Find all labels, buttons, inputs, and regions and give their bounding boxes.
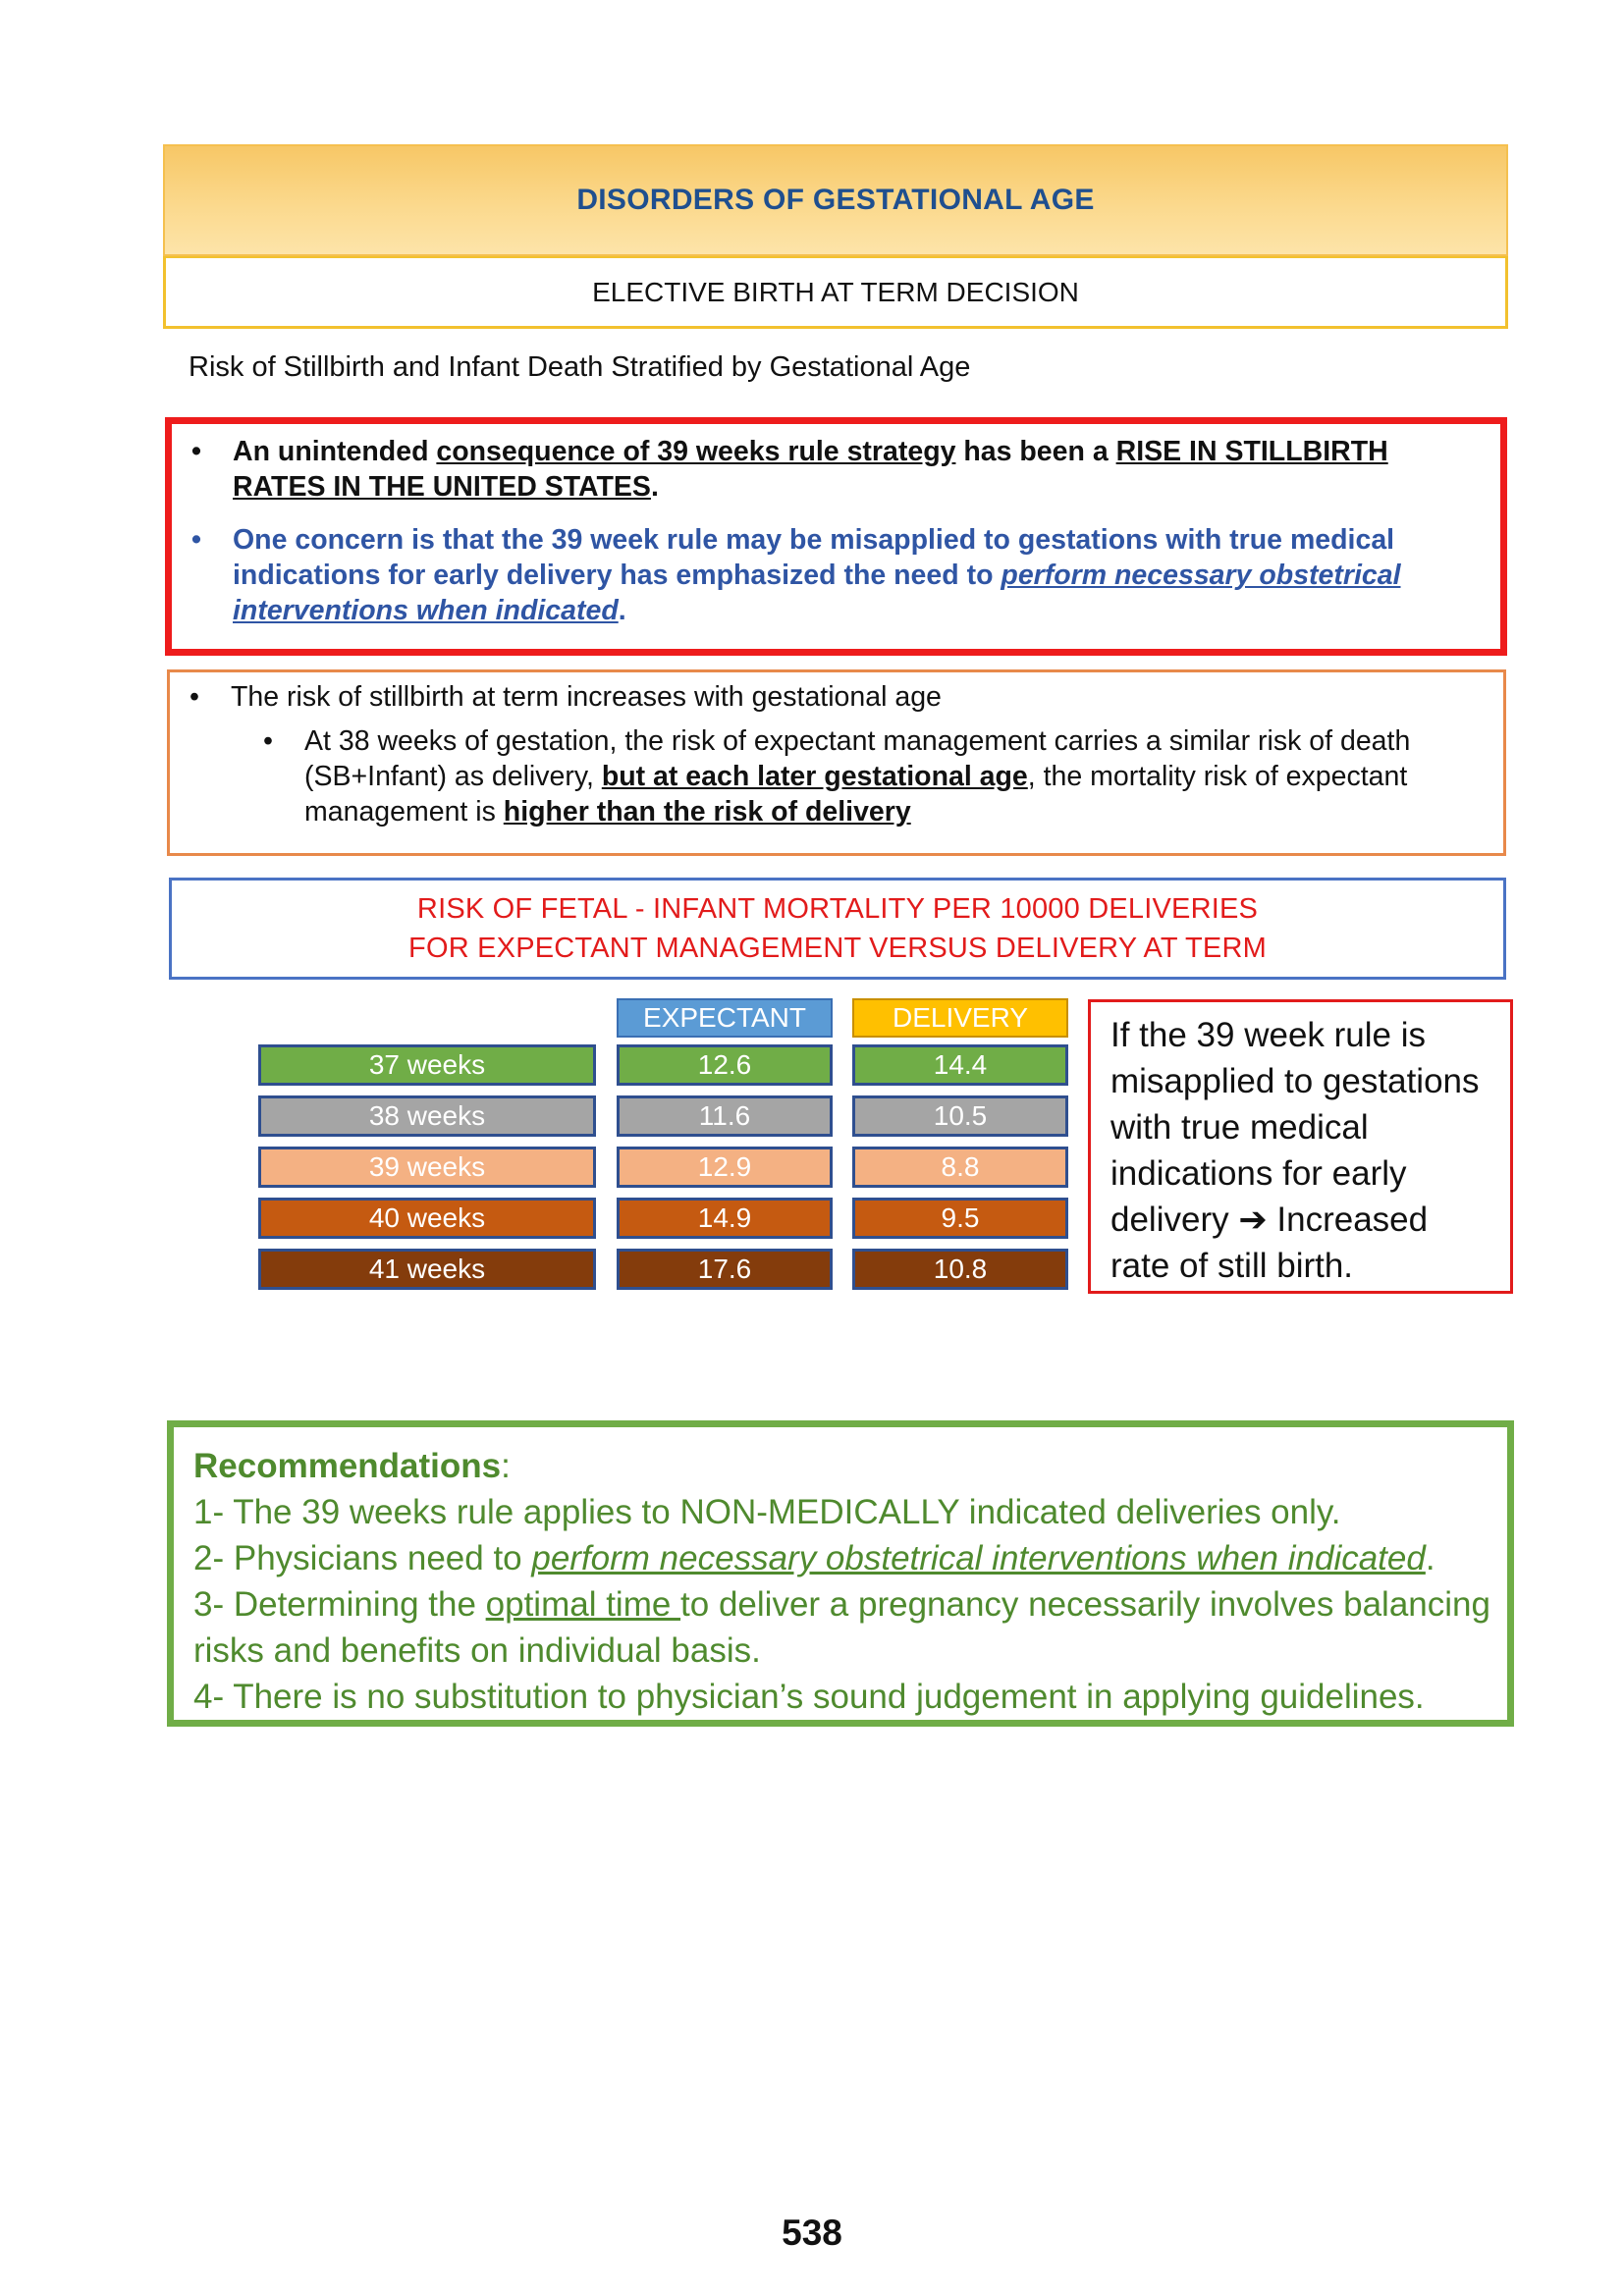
column-header-delivery: DELIVERY: [852, 998, 1068, 1038]
week-cell: 37 weeks: [258, 1044, 596, 1086]
recommendation-2: 2- Physicians need to perform necessary obstetrical interventions when indicated.: [193, 1539, 1435, 1577]
side-note-box: If the 39 week rule is misapplied to gestations with true medical indications for early delivery ➔ Increased rate of still birth.: [1088, 999, 1513, 1294]
table-title-line-2: FOR EXPECTANT MANAGEMENT VERSUS DELIVERY AT TERM: [408, 933, 1267, 964]
warning-bullet-2: • One concern is that the 39 week rule may be misapplied to gestations with true medical indications for early delivery has emphasized the need to perform necessary obstetrical interventions when indicated.: [172, 522, 1473, 628]
page-title: DISORDERS OF GESTATIONAL AGE: [576, 184, 1095, 216]
intro-text: Risk of Stillbirth and Infant Death Stratified by Gestational Age: [189, 351, 971, 383]
risk-bullet: • The risk of stillbirth at term increases with gestational age: [170, 680, 1503, 714]
expectant-cell: 12.9: [617, 1147, 833, 1188]
expectant-cell: 12.6: [617, 1044, 833, 1086]
week-cell: 41 weeks: [258, 1249, 596, 1290]
table-title-box: [169, 878, 1506, 980]
warning-box: [165, 417, 1507, 656]
expectant-cell: 11.6: [617, 1095, 833, 1137]
section-subtitle: ELECTIVE BIRTH AT TERM DECISION: [592, 276, 1079, 307]
column-header-expectant: EXPECTANT: [617, 998, 833, 1038]
arrow-right-icon: ➔: [1238, 1201, 1268, 1239]
page-title-banner: [163, 144, 1508, 256]
delivery-cell: 14.4: [852, 1044, 1068, 1086]
delivery-cell: 9.5: [852, 1198, 1068, 1239]
page-number: 538: [782, 2213, 842, 2253]
section-subtitle-banner: [163, 256, 1508, 329]
risk-sub-bullet: • At 38 weeks of gestation, the risk of expectant management carries a similar risk of death (SB+Infant) as delivery, but at each later gestational age, the mortality risk of expectant management is higher than the risk of delivery: [244, 723, 1464, 829]
table-title-line-1: RISK OF FETAL - INFANT MORTALITY PER 10000 DELIVERIES: [416, 893, 1259, 925]
week-cell: 40 weeks: [258, 1198, 596, 1239]
recommendations-heading: Recommendations:: [193, 1447, 511, 1485]
recommendation-3: 3- Determining the optimal time to deliver a pregnancy necessarily involves balancing risks and benefits on individual basis.: [193, 1585, 1490, 1670]
emphasis-link: perform necessary obstetrical interventions when indicated: [233, 560, 1401, 626]
week-cell: 39 weeks: [258, 1147, 596, 1188]
stillbirth-risk-box: [167, 669, 1506, 856]
recommendation-4: 4- There is no substitution to physician’s sound judgement in applying guidelines.: [193, 1678, 1425, 1716]
delivery-cell: 8.8: [852, 1147, 1068, 1188]
delivery-cell: 10.5: [852, 1095, 1068, 1137]
recommendation-1: 1- The 39 weeks rule applies to NON-MEDICALLY indicated deliveries only.: [193, 1493, 1341, 1531]
expectant-cell: 17.6: [617, 1249, 833, 1290]
delivery-cell: 10.8: [852, 1249, 1068, 1290]
week-cell: 38 weeks: [258, 1095, 596, 1137]
warning-bullet-1: • An unintended consequence of 39 weeks rule strategy has been a RISE IN STILLBIRTH RATES IN THE UNITED STATES.: [172, 434, 1473, 505]
recommendations-box: [167, 1420, 1514, 1727]
expectant-cell: 14.9: [617, 1198, 833, 1239]
